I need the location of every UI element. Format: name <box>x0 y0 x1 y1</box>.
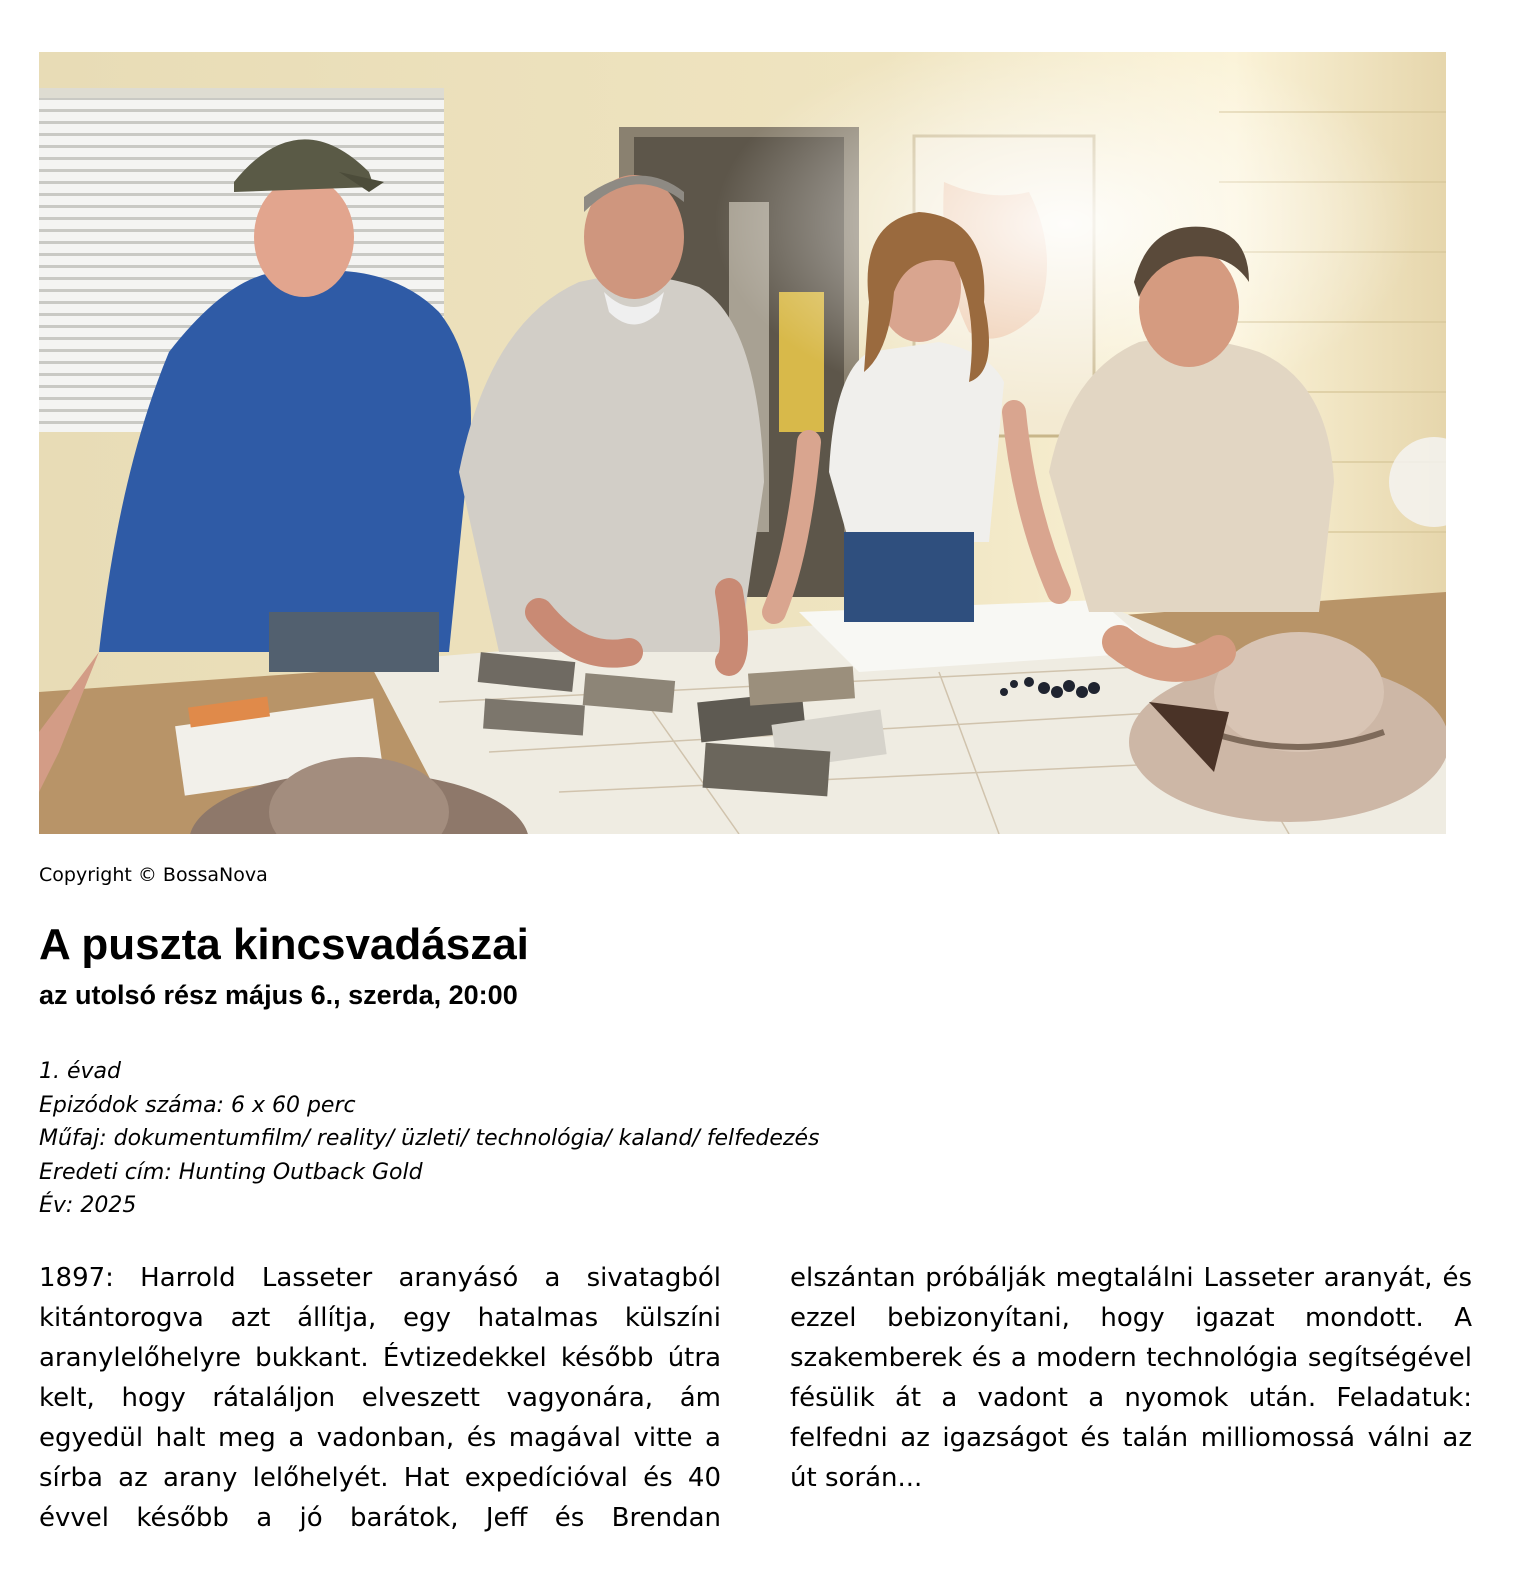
hero-photo <box>39 52 1446 834</box>
photo-copyright: Copyright © BossaNova <box>39 864 268 886</box>
show-details <box>39 1055 819 1223</box>
original-title-line: Eredeti cím: Hunting Outback Gold <box>39 1159 423 1185</box>
broadcast-subtitle: az utolsó rész május 6., szerda, 20:00 <box>39 980 518 1010</box>
synopsis-column-left: 1897: Harrold Lasseter aranyásó a sivatagból kitántorogva azt állítja, egy hatalmas külszíni aranylelőhelyre bukkant. Évtizedekkel később útra kelt, hogy rátaláljon elveszett vagyonára, ám egyedül halt meg a vadonban, és magával vitte a sírba az arany lelőhelyét. Hat expedícióval és 40 évvel később a jó barátok, Jeff és Brendan <box>39 1263 721 1533</box>
episodes-line: Epizódok száma: 6 x 60 perc <box>39 1092 356 1118</box>
genre-line: Műfaj: dokumentumfilm/ reality/ üzleti/ technológia/ kaland/ felfedezés <box>39 1126 820 1152</box>
year-line: Év: 2025 <box>39 1193 137 1219</box>
synopsis-column-right: elszántan próbálják megtalálni Lasseter aranyát, és ezzel bebizonyítani, hogy igazat mondott. A szakemberek és a modern technológia segítségével fésülik át a vadont a nyomok után. Feladatuk: felfedni az igazságot és talán milliomossá válni az út során... <box>790 1263 1472 1493</box>
page-title: A puszta kincsvadászai <box>39 920 529 969</box>
season-line: 1. évad <box>39 1059 121 1084</box>
